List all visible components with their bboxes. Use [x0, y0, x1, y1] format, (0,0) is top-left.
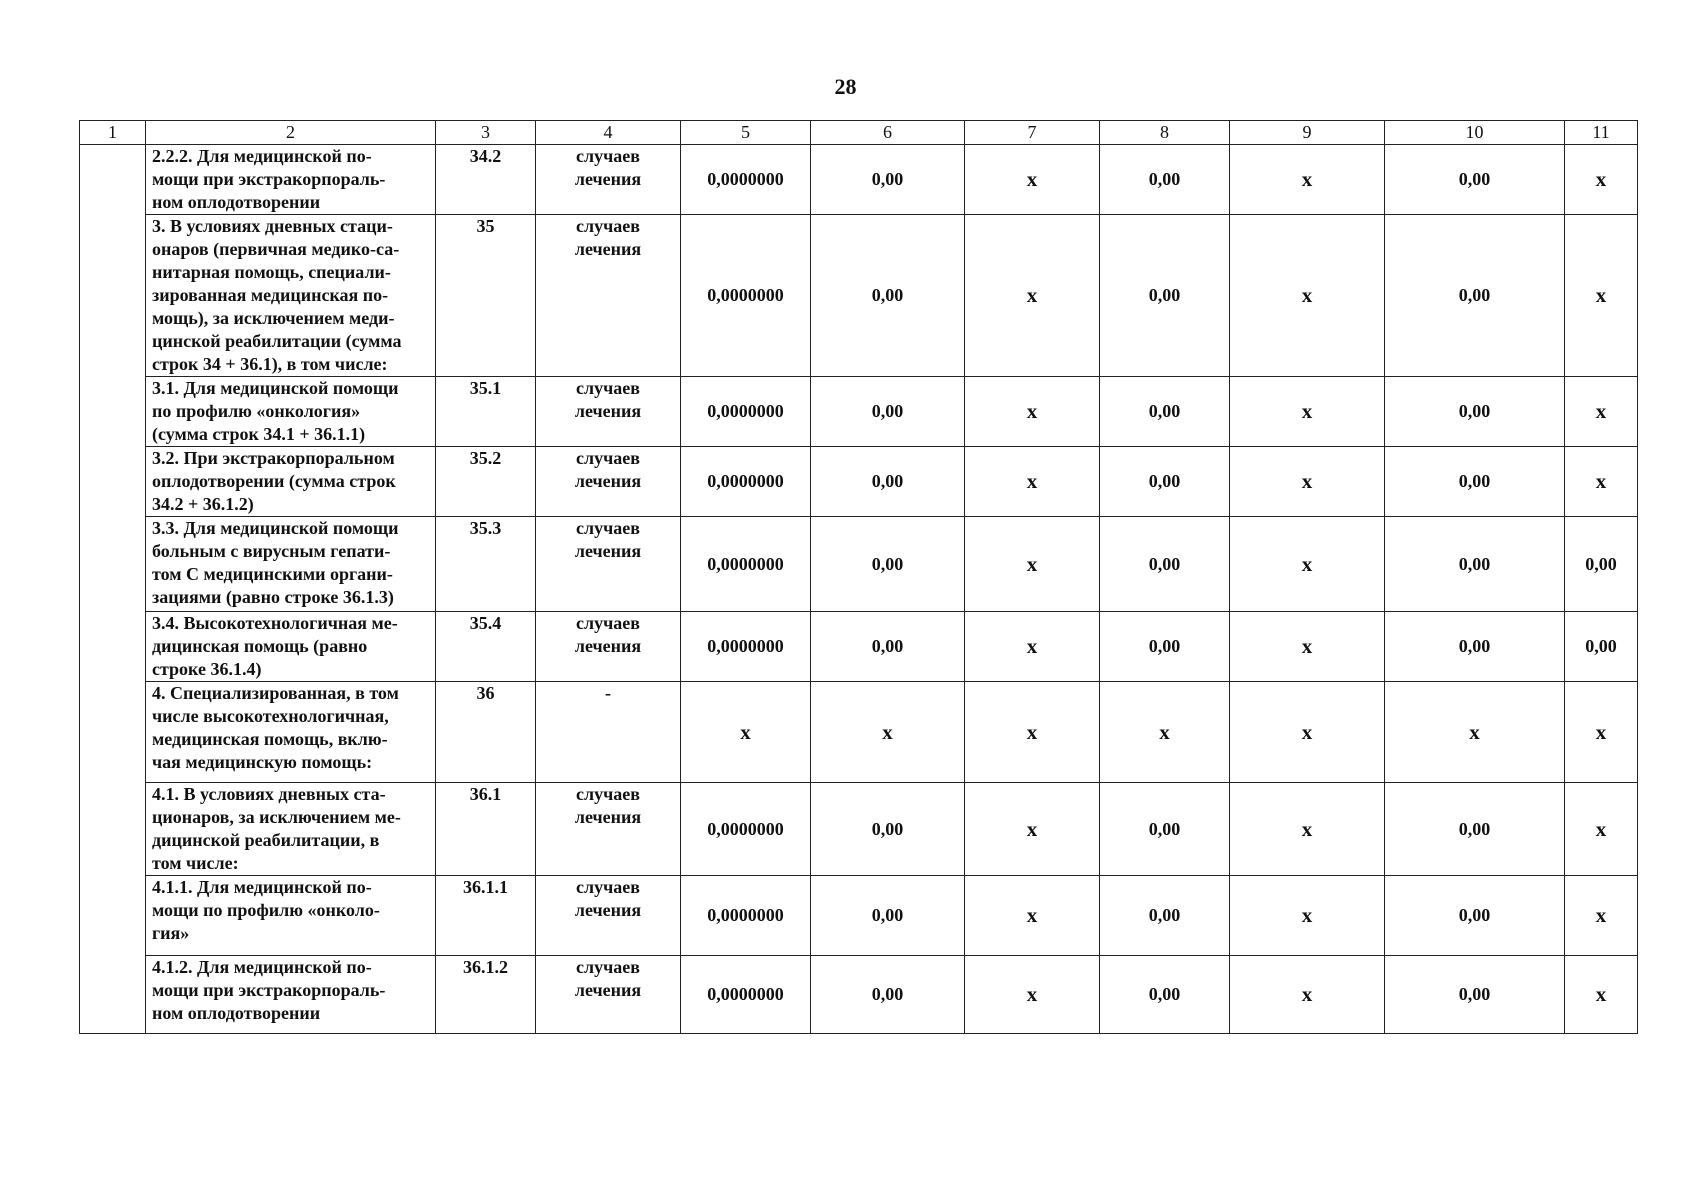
column-header-1: 1 — [80, 121, 146, 145]
value-cell-col-8: 0,00 — [1100, 783, 1230, 876]
value-cell-col-6: 0,00 — [811, 447, 965, 517]
value-cell-col-7: x — [965, 447, 1100, 517]
indicator-name-cell: 3. В условиях дневных стаци- онаров (первичная медико-са- нитарная помощь, специали- зированная медицинская по- мощь), за исключением меди- цинской реабилитации (сумма строк 34 + 36.1), в том числе: — [146, 215, 436, 377]
value-cell-col-6: 0,00 — [811, 783, 965, 876]
row-code-cell: 35.2 — [436, 447, 536, 517]
value-cell-col-9: x — [1230, 956, 1385, 1034]
table-body — [80, 145, 1638, 1034]
table-row — [80, 956, 1638, 1034]
column-header-4: 4 — [536, 121, 681, 145]
table-row — [80, 783, 1638, 876]
indicator-name-cell: 4.1.2. Для медицинской по- мощи при экстракорпораль- ном оплодотворении — [146, 956, 436, 1034]
row-code-cell: 36.1 — [436, 783, 536, 876]
value-cell-col-10: 0,00 — [1385, 145, 1565, 215]
unit-cell: случаев лечения — [536, 145, 681, 215]
value-cell-col-11: x — [1565, 876, 1638, 956]
value-cell-col-5: 0,0000000 — [681, 447, 811, 517]
value-cell-col-9: x — [1230, 215, 1385, 377]
value-cell-col-10: 0,00 — [1385, 876, 1565, 956]
page-number: 28 — [834, 74, 857, 99]
row-code-cell: 34.2 — [436, 145, 536, 215]
unit-cell: случаев лечения — [536, 517, 681, 612]
value-cell-col-5: 0,0000000 — [681, 145, 811, 215]
value-cell-col-5: 0,0000000 — [681, 783, 811, 876]
value-cell-col-11: x — [1565, 377, 1638, 447]
value-cell-col-7: x — [965, 612, 1100, 682]
value-cell-col-11: 0,00 — [1565, 612, 1638, 682]
value-cell-col-10: 0,00 — [1385, 215, 1565, 377]
indicator-name-cell: 3.3. Для медицинской помощи больным с вирусным гепати- том С медицинскими органи- зациями (равно строке 36.1.3) — [146, 517, 436, 612]
unit-cell: - — [536, 682, 681, 783]
value-cell-col-7: x — [965, 215, 1100, 377]
value-cell-col-10: 0,00 — [1385, 517, 1565, 612]
column-header-10: 10 — [1385, 121, 1565, 145]
value-cell-col-5: 0,0000000 — [681, 215, 811, 377]
value-cell-col-5: 0,0000000 — [681, 956, 811, 1034]
table-row — [80, 612, 1638, 682]
row-code-cell: 35.1 — [436, 377, 536, 447]
value-cell-col-5: 0,0000000 — [681, 377, 811, 447]
row-code-cell: 36 — [436, 682, 536, 783]
row-code-cell: 36.1.2 — [436, 956, 536, 1034]
table-row — [80, 145, 1638, 215]
header-row — [80, 121, 1638, 145]
value-cell-col-9: x — [1230, 145, 1385, 215]
column-header-3: 3 — [436, 121, 536, 145]
column-header-11: 11 — [1565, 121, 1638, 145]
unit-cell: случаев лечения — [536, 783, 681, 876]
data-table — [79, 120, 1638, 1034]
value-cell-col-6: 0,00 — [811, 612, 965, 682]
unit-cell: случаев лечения — [536, 215, 681, 377]
value-cell-col-8: 0,00 — [1100, 612, 1230, 682]
value-cell-col-8: 0,00 — [1100, 517, 1230, 612]
table-row — [80, 876, 1638, 956]
value-cell-col-8: 0,00 — [1100, 876, 1230, 956]
value-cell-col-7: x — [965, 145, 1100, 215]
column-header-6: 6 — [811, 121, 965, 145]
value-cell-col-6: 0,00 — [811, 876, 965, 956]
value-cell-col-7: x — [965, 876, 1100, 956]
value-cell-col-8: 0,00 — [1100, 215, 1230, 377]
column-header-2: 2 — [146, 121, 436, 145]
unit-cell: случаев лечения — [536, 612, 681, 682]
value-cell-col-10: 0,00 — [1385, 447, 1565, 517]
unit-cell: случаев лечения — [536, 876, 681, 956]
indicator-name-cell: 2.2.2. Для медицинской по- мощи при экстракорпораль- ном оплодотворении — [146, 145, 436, 215]
table-row — [80, 215, 1638, 377]
indicator-name-cell: 3.4. Высокотехнологичная ме- дицинская помощь (равно строке 36.1.4) — [146, 612, 436, 682]
value-cell-col-8: 0,00 — [1100, 145, 1230, 215]
value-cell-col-5: x — [681, 682, 811, 783]
value-cell-col-11: x — [1565, 956, 1638, 1034]
value-cell-col-9: x — [1230, 682, 1385, 783]
value-cell-col-6: x — [811, 682, 965, 783]
row-code-cell: 35.4 — [436, 612, 536, 682]
column-header-8: 8 — [1100, 121, 1230, 145]
column-header-9: 9 — [1230, 121, 1385, 145]
value-cell-col-10: 0,00 — [1385, 956, 1565, 1034]
unit-cell: случаев лечения — [536, 447, 681, 517]
table-row — [80, 682, 1638, 783]
value-cell-col-11: x — [1565, 783, 1638, 876]
indicator-name-cell: 4. Специализированная, в том числе высокотехнологичная, медицинская помощь, вклю- чая медицинскую помощь: — [146, 682, 436, 783]
value-cell-col-7: x — [965, 377, 1100, 447]
value-cell-col-10: 0,00 — [1385, 377, 1565, 447]
value-cell-col-8: 0,00 — [1100, 956, 1230, 1034]
column-header-5: 5 — [681, 121, 811, 145]
value-cell-col-6: 0,00 — [811, 517, 965, 612]
value-cell-col-5: 0,0000000 — [681, 876, 811, 956]
row-number-cell — [80, 145, 146, 1034]
value-cell-col-11: x — [1565, 447, 1638, 517]
indicator-name-cell: 3.2. При экстракорпоральном оплодотворении (сумма строк 34.2 + 36.1.2) — [146, 447, 436, 517]
value-cell-col-8: x — [1100, 682, 1230, 783]
value-cell-col-5: 0,0000000 — [681, 612, 811, 682]
value-cell-col-10: 0,00 — [1385, 612, 1565, 682]
value-cell-col-9: x — [1230, 783, 1385, 876]
value-cell-col-11: x — [1565, 215, 1638, 377]
value-cell-col-8: 0,00 — [1100, 447, 1230, 517]
column-header-7: 7 — [965, 121, 1100, 145]
row-code-cell: 35.3 — [436, 517, 536, 612]
unit-cell: случаев лечения — [536, 956, 681, 1034]
value-cell-col-5: 0,0000000 — [681, 517, 811, 612]
value-cell-col-10: x — [1385, 682, 1565, 783]
value-cell-col-7: x — [965, 783, 1100, 876]
value-cell-col-11: x — [1565, 682, 1638, 783]
value-cell-col-6: 0,00 — [811, 377, 965, 447]
row-code-cell: 36.1.1 — [436, 876, 536, 956]
value-cell-col-9: x — [1230, 447, 1385, 517]
value-cell-col-6: 0,00 — [811, 145, 965, 215]
indicator-name-cell: 4.1.1. Для медицинской по- мощи по профилю «онколо- гия» — [146, 876, 436, 956]
value-cell-col-7: x — [965, 517, 1100, 612]
table-row — [80, 517, 1638, 612]
value-cell-col-7: x — [965, 682, 1100, 783]
value-cell-col-9: x — [1230, 876, 1385, 956]
value-cell-col-9: x — [1230, 517, 1385, 612]
table-row — [80, 377, 1638, 447]
value-cell-col-9: x — [1230, 377, 1385, 447]
row-code-cell: 35 — [436, 215, 536, 377]
value-cell-col-11: 0,00 — [1565, 517, 1638, 612]
value-cell-col-6: 0,00 — [811, 956, 965, 1034]
indicator-name-cell: 3.1. Для медицинской помощи по профилю «онкология» (сумма строк 34.1 + 36.1.1) — [146, 377, 436, 447]
value-cell-col-10: 0,00 — [1385, 783, 1565, 876]
indicator-name-cell: 4.1. В условиях дневных ста- ционаров, за исключением ме- дицинской реабилитации, в том числе: — [146, 783, 436, 876]
unit-cell: случаев лечения — [536, 377, 681, 447]
value-cell-col-9: x — [1230, 612, 1385, 682]
value-cell-col-7: x — [965, 956, 1100, 1034]
value-cell-col-11: x — [1565, 145, 1638, 215]
value-cell-col-8: 0,00 — [1100, 377, 1230, 447]
table-row — [80, 447, 1638, 517]
value-cell-col-6: 0,00 — [811, 215, 965, 377]
